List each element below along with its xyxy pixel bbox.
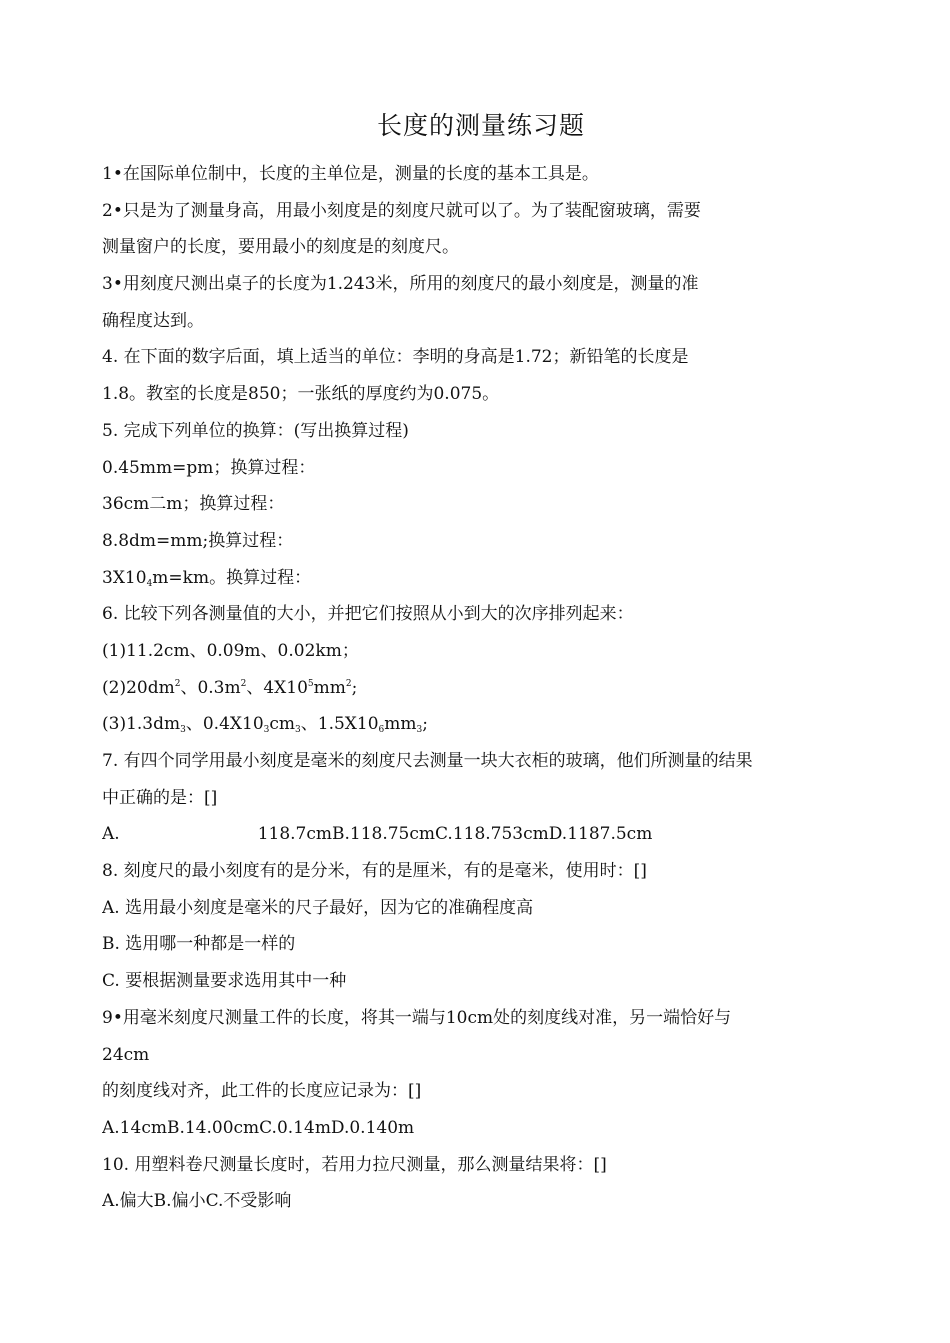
q63-text-2: 、0.4X10 bbox=[185, 714, 264, 735]
document-title: 长度的测量练习题 bbox=[376, 111, 585, 140]
question-10-options: A.偏大B.偏小C.不受影响 bbox=[102, 1191, 292, 1212]
question-5-item-c: 8.8dm=mm;换算过程： bbox=[102, 530, 294, 551]
q62-text-5: ; bbox=[351, 677, 358, 698]
question-6: 6. 比较下列各测量值的大小，并把它们按照从小到大的次序排列起来： bbox=[102, 604, 634, 625]
question-4-line-1: 4. 在下面的数字后面，填上适当的单位：李明的身高是1.72；新铅笔的长度是 bbox=[102, 347, 689, 368]
q63-sub-2: 3 bbox=[263, 725, 270, 736]
q7-option-label: A. bbox=[102, 824, 120, 845]
question-7-line-1: 7. 有四个同学用最小刻度是毫米的刻度尺去测量一块大衣柜的玻璃，他们所测量的结果 bbox=[102, 751, 753, 771]
q63-text-5: mm bbox=[384, 714, 417, 735]
question-5-item-d bbox=[102, 560, 860, 597]
question-3-line-1: 3•用刻度尺测出桌子的长度为1.243米，所用的刻度尺的最小刻度是，测量的准 bbox=[102, 274, 699, 295]
q5d-text-2: m=km。换算过程： bbox=[152, 567, 312, 588]
question-6-item-3 bbox=[102, 706, 860, 743]
q63-text-1: (3)1.3dm bbox=[102, 714, 181, 735]
q7-options-text: 118.7cmB.118.75cmC.118.753cmD.1187.5cm bbox=[257, 824, 653, 845]
q5d-exponent: 4 bbox=[146, 578, 153, 589]
question-7-line-2: 中正确的是：[] bbox=[102, 787, 218, 808]
question-6-item-2 bbox=[102, 670, 860, 707]
question-10: 10. 用塑料卷尺测量长度时，若用力拉尺测量，那么测量结果将：[] bbox=[102, 1154, 607, 1175]
question-7-options bbox=[102, 816, 860, 853]
question-4-line-2: 1.8。教室的长度是850；一张纸的厚度约为0.075。 bbox=[102, 384, 500, 405]
question-8-option-a: A. 选用最小刻度是毫米的尺子最好，因为它的准确程度高 bbox=[102, 897, 534, 918]
q63-text-3: cm bbox=[269, 714, 296, 735]
q63-sub-5: 3 bbox=[416, 725, 423, 736]
q62-sup-4: 2 bbox=[345, 678, 352, 689]
q63-text-6: ; bbox=[422, 714, 428, 735]
question-9-line-2: 24cm bbox=[102, 1044, 150, 1065]
q62-text-3: 、4X10 bbox=[246, 677, 308, 698]
question-5-item-a: 0.45mm=pm；换算过程： bbox=[102, 457, 316, 478]
q62-sup-3: 5 bbox=[307, 678, 314, 689]
q62-text-4: mm bbox=[313, 677, 346, 698]
question-9-options: A.14cmB.14.00cmC.0.14mD.0.140m bbox=[102, 1117, 415, 1138]
q62-sup-2: 2 bbox=[240, 678, 247, 689]
q62-sup-1: 2 bbox=[174, 678, 181, 689]
question-2-line-1: 2•只是为了测量身高，用最小刻度是的刻度尺就可以了。为了装配窗玻璃，需要 bbox=[102, 200, 701, 221]
question-5-item-b: 36cm二m；换算过程： bbox=[102, 494, 285, 515]
q62-text-1: (2)20dm bbox=[102, 677, 175, 698]
q63-sub-3: 3 bbox=[295, 725, 301, 736]
question-8: 8. 刻度尺的最小刻度有的是分米，有的是厘米，有的是毫米，使用时：[] bbox=[102, 861, 647, 882]
question-9-line-3: 的刻度线对齐，此工件的长度应记录为：[] bbox=[102, 1081, 422, 1102]
q63-sub-4: 6 bbox=[378, 725, 385, 736]
q63-text-4: 、1.5X10 bbox=[300, 714, 379, 735]
question-6-item-1: (1)11.2cm、0.09m、0.02km； bbox=[102, 640, 359, 661]
question-8-option-b: B. 选用哪一种都是一样的 bbox=[102, 934, 296, 955]
q63-sub-1: 3 bbox=[180, 725, 186, 736]
question-3-line-2: 确程度达到。 bbox=[102, 310, 204, 331]
question-8-option-c: C. 要根据测量要求选用其中一种 bbox=[102, 971, 347, 992]
q5d-text-1: 3X10 bbox=[102, 567, 147, 588]
q62-text-2: 、0.3m bbox=[180, 677, 241, 698]
question-9-line-1: 9•用毫米刻度尺测量工件的长度，将其一端与10cm处的刻度线对准，另一端恰好与 bbox=[102, 1007, 732, 1028]
question-1: 1•在国际单位制中，长度的主单位是，测量的长度的基本工具是。 bbox=[102, 164, 599, 184]
question-2-line-2: 测量窗户的长度，要用最小的刻度是的刻度尺。 bbox=[102, 237, 459, 258]
question-5: 5. 完成下列单位的换算：(写出换算过程) bbox=[102, 420, 409, 441]
